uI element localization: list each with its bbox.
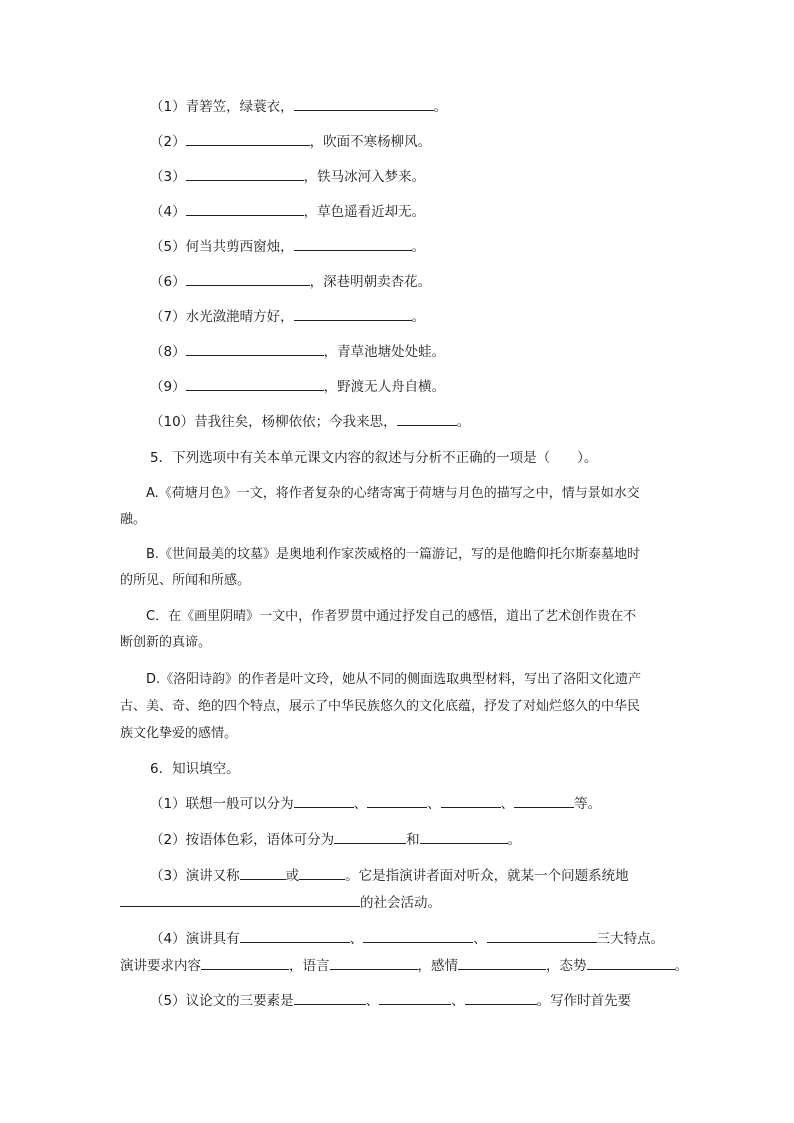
q6-item-1: （1）联想一般可以分为 、 、 、 等。	[150, 796, 602, 812]
q6-item-3-line2: 的社会活动。	[120, 893, 441, 913]
answer-blank[interactable]	[299, 866, 345, 880]
answer-blank[interactable]	[120, 893, 360, 907]
answer-blank[interactable]	[458, 956, 546, 970]
answer-blank[interactable]	[240, 929, 350, 943]
answer-blank[interactable]	[186, 202, 304, 216]
q4-item-2: （2） ，吹面不寒杨柳风。	[150, 134, 432, 150]
q4-item-9: （9） ，野渡无人舟自横。	[150, 379, 446, 395]
q6-item-5: （5）议论文的三要素是 、 、 。写作时首先要	[150, 993, 632, 1009]
q4-item-10: （10）昔我往矣，杨柳依依；今我来思， 。	[150, 414, 471, 430]
q5-option-a-line2: 融。	[120, 512, 147, 527]
answer-blank[interactable]	[201, 956, 289, 970]
answer-blank[interactable]	[379, 991, 451, 1005]
q5-option-c-line2: 断创新的真谛。	[120, 635, 212, 650]
q5-option-d-line1: D.《洛阳诗韵》的作者是叶文玲，她从不同的侧面选取典型材料，写出了洛阳文化遗产	[146, 672, 642, 687]
answer-blank[interactable]	[240, 866, 286, 880]
answer-blank[interactable]	[186, 132, 310, 146]
q5-option-c-line1: C．在《画里阴晴》一文中，作者罗贯中通过抒发自己的感悟，道出了艺术创作贵在不	[146, 609, 637, 624]
q4-item-6: （6） ，深巷明朝卖杏花。	[150, 274, 432, 290]
q6-item-2: （2）按语体色彩，语体可分为 和 。	[150, 832, 522, 848]
answer-blank[interactable]	[465, 991, 537, 1005]
q4-item-4: （4） ，草色遥看近却无。	[150, 204, 426, 220]
answer-blank[interactable]	[186, 377, 324, 391]
q5-option-a-line1: A.《荷塘月色》一文，将作者复杂的心绪寄寓于荷塘与月色的描写之中，情与景如水交	[146, 486, 640, 501]
answer-blank[interactable]	[294, 237, 412, 251]
q4-item-8: （8） ，青草池塘处处蛙。	[150, 344, 446, 360]
answer-blank[interactable]	[367, 794, 427, 808]
answer-blank[interactable]	[334, 830, 406, 844]
q5-stem: 5．下列选项中有关本单元课文内容的叙述与分析不正确的一项是（ ）。	[150, 450, 598, 466]
answer-blank[interactable]	[420, 830, 508, 844]
answer-blank[interactable]	[514, 794, 574, 808]
q6-item-4-line2: 演讲要求内容 ，语言 ，感情 ，态势 。	[120, 958, 688, 974]
answer-blank[interactable]	[363, 929, 473, 943]
answer-blank[interactable]	[186, 167, 304, 181]
q5-option-d-line3: 族文化挚爱的感情。	[120, 726, 238, 741]
q6-item-4-line1: （4）演讲具有 、 、 三大特点。	[150, 931, 665, 947]
q5-option-b-line1: B.《世间最美的坟墓》是奥地利作家茨威格的一篇游记，写的是他瞻仰托尔斯泰墓地时	[146, 547, 641, 562]
q5-option-d-line2: 古、美、奇、绝的四个特点，展示了中华民族悠久的文化底蕴，抒发了对灿烂悠久的中华民	[120, 699, 641, 714]
answer-blank[interactable]	[186, 342, 324, 356]
answer-blank[interactable]	[294, 991, 366, 1005]
answer-blank[interactable]	[397, 412, 457, 426]
answer-blank[interactable]	[294, 794, 354, 808]
answer-blank[interactable]	[441, 794, 501, 808]
answer-blank[interactable]	[487, 929, 597, 943]
q4-item-1: （1）青箬笠，绿蓑衣， 。	[150, 99, 448, 115]
answer-blank[interactable]	[294, 97, 434, 111]
answer-blank[interactable]	[186, 272, 310, 286]
q6-stem: 6．知识填空。	[150, 761, 240, 777]
q6-item-3-line1: （3）演讲又称 或 。它是指演讲者面对听众，就某一个问题系统地	[150, 868, 629, 884]
q5-option-b-line2: 的所见、所闻和所感。	[120, 573, 251, 588]
q4-item-5: （5）何当共剪西窗烛， 。	[150, 239, 426, 255]
answer-blank[interactable]	[294, 307, 412, 321]
answer-blank[interactable]	[587, 956, 675, 970]
q4-item-7: （7）水光潋滟晴方好， 。	[150, 309, 426, 325]
answer-blank[interactable]	[330, 956, 418, 970]
q4-item-3: （3） ，铁马冰河入梦来。	[150, 169, 426, 185]
